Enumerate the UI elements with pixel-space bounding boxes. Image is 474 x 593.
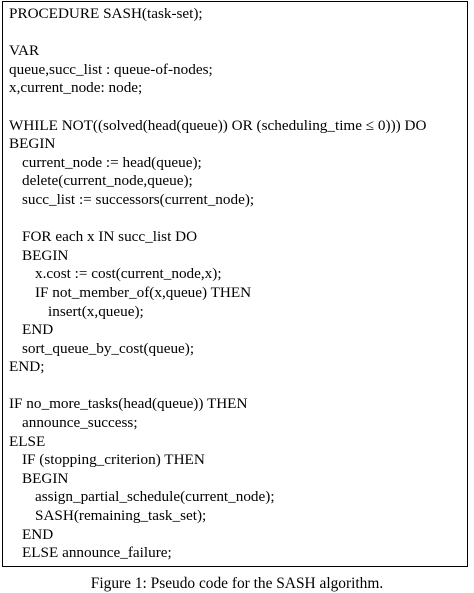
code-line: ELSE <box>9 432 46 450</box>
code-line: END; <box>9 358 45 376</box>
code-line: END <box>22 321 54 339</box>
code-line: WHILE NOT((solved(head(queue)) OR (scheduling_time ≤ 0))) DO <box>9 116 427 134</box>
code-line: queue,succ_list : queue-of-nodes; <box>9 60 213 78</box>
code-line: IF not_member_of(x,queue) THEN <box>35 283 252 301</box>
figure-caption: Figure 1: Pseudo code for the SASH algorithm. <box>90 575 384 592</box>
code-line: END <box>22 525 54 543</box>
code-line: succ_list := successors(current_node); <box>22 190 255 208</box>
code-line: sort_queue_by_cost(queue); <box>22 339 195 357</box>
blank-line <box>9 210 426 229</box>
code-box <box>2 1 468 567</box>
code-line: x.cost := cost(current_node,x); <box>35 265 222 283</box>
code-line: IF no_more_tasks(head(queue)) THEN <box>9 395 248 413</box>
code-line: x,current_node: node; <box>9 79 143 97</box>
code-line: BEGIN <box>9 135 56 153</box>
code-line: BEGIN <box>22 469 69 487</box>
code-line: BEGIN <box>22 246 69 264</box>
code-line: current_node := head(queue); <box>22 153 202 171</box>
code-line: VAR <box>9 42 40 60</box>
code-line: insert(x,queue); <box>48 302 144 320</box>
blank-line <box>9 377 426 396</box>
code-line: announce_success; <box>22 414 138 432</box>
code-line: ELSE announce_failure; <box>22 544 172 562</box>
blank-line <box>9 24 426 43</box>
blank-line <box>9 98 426 117</box>
code-line: FOR each x IN succ_list DO <box>22 228 198 246</box>
code-line: PROCEDURE SASH(task-set); <box>9 5 203 22</box>
code-line: IF (stopping_criterion) THEN <box>22 451 205 469</box>
code-line: SASH(remaining_task_set); <box>35 507 207 525</box>
code-line: delete(current_node,queue); <box>22 172 193 190</box>
pseudo-code-listing <box>9 5 426 563</box>
code-line: assign_partial_schedule(current_node); <box>35 488 275 506</box>
